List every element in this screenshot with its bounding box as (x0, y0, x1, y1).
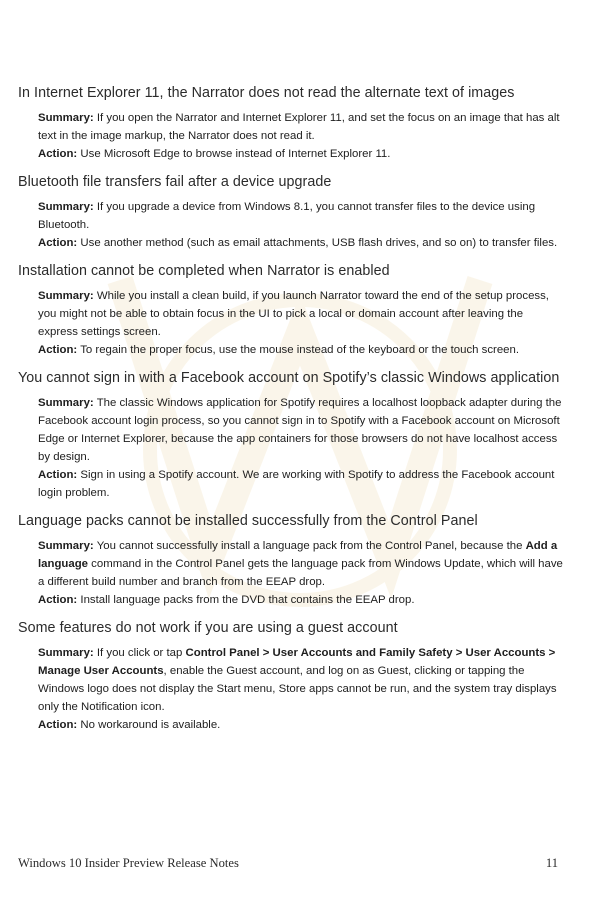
issue-heading: Some features do not work if you are using a guest account (18, 620, 398, 636)
summary-label: Summary: (38, 112, 94, 124)
issue-body (38, 198, 563, 252)
release-notes-content (18, 84, 563, 744)
summary-label: Summary: (38, 540, 94, 552)
action-paragraph (38, 466, 563, 502)
summary-emphasis: Add a language (38, 540, 558, 570)
summary-text: If you upgrade a device from Windows 8.1, you cannot transfer files to the device using Bluetooth. (38, 201, 536, 231)
summary-text: The classic Windows application for Spotify requires a localhost loopback adapter during the Facebook account login process, so you cannot sign in to Spotify with a Facebook account on Microsoft Edge or Internet Explorer, because the app containers for those browsers do not have localhost access by design. (38, 397, 562, 463)
action-label: Action: (38, 594, 78, 606)
action-text: Use another method (such as email attachments, USB flash drives, and so on) to transfer files. (80, 237, 558, 249)
action-text: Use Microsoft Edge to browse instead of Internet Explorer 11. (80, 148, 391, 160)
page-footer (18, 856, 558, 871)
page-number: 11 (545, 856, 558, 870)
issue-heading: Installation cannot be completed when Narrator is enabled (18, 263, 390, 279)
action-text: Sign in using a Spotify account. We are working with Spotify to address the Facebook account login problem. (38, 469, 555, 499)
summary-paragraph (38, 287, 563, 341)
summary-text: While you install a clean build, if you launch Narrator toward the end of the setup process, you might not be able to obtain focus in the UI to pick a local or domain account after leaving the express settings screen. (38, 290, 549, 338)
action-label: Action: (38, 148, 78, 160)
known-issue-section (18, 512, 563, 609)
issue-body (38, 109, 563, 163)
summary-paragraph (38, 537, 563, 591)
known-issue-section (18, 84, 563, 163)
action-text: Install language packs from the DVD that contains the EEAP drop. (80, 594, 415, 606)
summary-text: If you open the Narrator and Internet Explorer 11, and set the focus on an image that has alt text in the image markup, the Narrator does not read it. (38, 112, 560, 142)
known-issue-section (18, 619, 563, 734)
issue-heading: Language packs cannot be installed successfully from the Control Panel (18, 513, 478, 529)
action-text: To regain the proper focus, use the mouse instead of the keyboard or the touch screen. (80, 344, 520, 356)
summary-paragraph (38, 198, 563, 234)
action-label: Action: (38, 719, 78, 731)
issue-heading: Bluetooth file transfers fail after a device upgrade (18, 174, 332, 190)
issue-body (38, 537, 563, 609)
summary-label: Summary: (38, 397, 94, 409)
action-paragraph (38, 716, 563, 734)
summary-label: Summary: (38, 290, 94, 302)
known-issue-section (18, 173, 563, 252)
issue-body (38, 287, 563, 359)
summary-emphasis: Control Panel > User Accounts and Family Safety > User Accounts > Manage User Accounts (38, 647, 556, 677)
summary-text: If you click or tap (96, 647, 186, 659)
summary-paragraph (38, 644, 563, 716)
action-paragraph (38, 341, 563, 359)
known-issue-section (18, 369, 563, 502)
issue-body (38, 394, 563, 502)
action-text: No workaround is available. (80, 719, 221, 731)
summary-text: You cannot successfully install a language pack from the Control Panel, because the (96, 540, 526, 552)
summary-paragraph (38, 109, 563, 145)
action-paragraph (38, 145, 563, 163)
issue-heading: In Internet Explorer 11, the Narrator does not read the alternate text of images (18, 85, 515, 101)
action-paragraph (38, 591, 563, 609)
action-label: Action: (38, 344, 78, 356)
action-label: Action: (38, 469, 78, 481)
action-label: Action: (38, 237, 78, 249)
summary-label: Summary: (38, 647, 94, 659)
summary-text: , enable the Guest account, and log on as Guest, clicking or tapping the Windows logo does not display the Start menu, Store apps cannot be run, and the system tray displays only the Notification icon. (38, 665, 557, 713)
summary-text: command in the Control Panel gets the language pack from Windows Update, which will have a different build number and branch from the EEAP drop. (38, 558, 563, 588)
summary-paragraph (38, 394, 563, 466)
issue-body (38, 644, 563, 734)
issue-heading: You cannot sign in with a Facebook account on Spotify’s classic Windows application (18, 370, 560, 386)
footer-title: Windows 10 Insider Preview Release Notes (18, 856, 239, 870)
summary-label: Summary: (38, 201, 94, 213)
action-paragraph (38, 234, 563, 252)
known-issue-section (18, 262, 563, 359)
